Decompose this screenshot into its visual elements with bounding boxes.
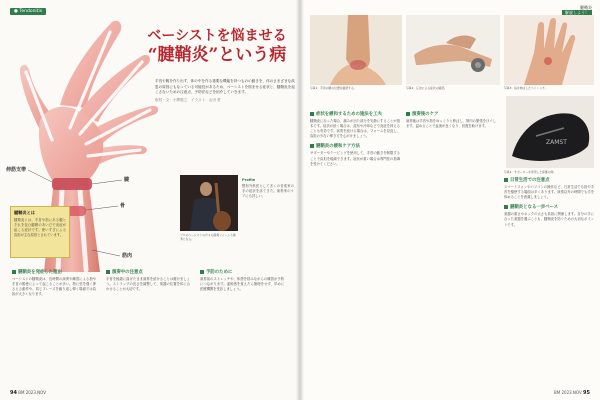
section-heading: 演奏中の注意点	[106, 269, 190, 275]
section-text: 楽器の重さやネックの太さも負担に関係します。自分の手に合った楽器を選ぶことも、腱鞘炎を防ぐための大切なポイントです。	[504, 212, 594, 227]
photo-1-wrist	[310, 15, 402, 85]
figure-caption-2: 写真2：圧迫による症状の確認。	[406, 86, 447, 90]
section-text: 演奏前のストレッチや、休憩を挟みながらの練習が予防につながります。違和感を覚えたら無理をせず、早めに医療機関を受診しましょう。	[200, 277, 284, 292]
profile-heading: Profile	[242, 178, 256, 182]
section-text: スマートフォンやパソコンの操作など、日常生活でも指や手首を酷使する場面は多くあります。演奏以外の時間でも手を休めることを意識しましょう。	[504, 185, 594, 200]
heading-marker-icon	[504, 205, 508, 209]
heading-marker-icon	[12, 270, 16, 274]
left-column-2	[106, 268, 190, 292]
section-heading: 症状を緩和するための施法を工夫	[310, 111, 400, 117]
lead-paragraph	[155, 79, 295, 103]
section-heading: 腱鞘炎を発症した理由	[12, 269, 96, 275]
section-heading: 予防のために	[200, 269, 284, 275]
label-extensor-retinaculum: 伸筋支帯	[6, 167, 27, 173]
section-heading: 演奏後のケア	[406, 111, 496, 117]
right-column-1	[310, 110, 400, 167]
section-heading: 腱鞘炎の緩和ケア方法	[310, 143, 400, 149]
lead-text: 手首や腕を作り出す、体の中を作る重要な機能を持つものの動きを、体のさまざまな疾患の原因にもなっている可能性があるため、ベーシストを悩ませる症状と、腱鞘炎を起こさないための注意点、予防法などを紹介していきます。	[155, 79, 295, 95]
bassist-photo	[180, 175, 238, 231]
lead-credit: 取材・文：小関敬之 イラスト：山田 哲	[155, 97, 221, 102]
title-line-2: “腱鞘炎”という病	[147, 44, 287, 65]
label-bone: 骨	[120, 203, 126, 209]
heading-marker-icon	[406, 112, 410, 116]
page-number: 94	[10, 390, 17, 396]
heading-marker-icon	[310, 112, 314, 116]
figure-caption-3: 写真3：指を伸ばしたストレッチ。	[504, 86, 548, 90]
section-tag: ● Tendonitis	[10, 8, 46, 15]
photo-3-stretch	[504, 15, 594, 85]
title-line-1: ベーシストを悩ませる	[147, 28, 287, 44]
svg-text:ZAMST: ZAMST	[546, 139, 567, 146]
corner-tag	[562, 5, 592, 15]
profile-box	[242, 178, 294, 199]
right-page	[300, 0, 600, 400]
section-heading: 日常生活での注意点	[504, 177, 594, 183]
issue-label: BM 2023.NOV	[554, 390, 582, 395]
heading-marker-icon	[106, 270, 110, 274]
page-folio-left	[10, 390, 46, 396]
section-text: 腱鞘炎になった場合、痛みが出た部分を安静にすることが基本です。症状が続く場合は、湿布や冷却などで炎症を抑えることも有効です。演奏を続ける場合は、フォームを見直し、負担の少ない弾き方を心がけましょう。	[310, 119, 400, 139]
figure-caption-1: 写真1：手首の腱の位置を確認する。	[310, 86, 357, 90]
photo-4-support	[506, 96, 594, 168]
right-column-3	[504, 170, 594, 228]
heading-marker-icon	[504, 178, 508, 182]
section-heading: 腱鞘炎となる一歩ベース	[504, 204, 594, 210]
heading-marker-icon	[310, 144, 314, 148]
heading-marker-icon	[200, 270, 204, 274]
section-text: 演奏後は手首や指をゆっくりと伸ばし、筋肉の緊張をほぐします。温めることで血流が良くなり、回復を助けます。	[406, 119, 496, 129]
photo-2-pressing	[406, 15, 500, 85]
issue-label: BM 2023.NOV	[18, 390, 46, 395]
spine-shadow	[296, 0, 304, 400]
definition-callout	[10, 206, 70, 258]
section-text: 手首を極端に曲げたまま演奏を続けることは避けましょう。ストラップの長さを調整して、楽器の位置を体に合わせることが大切です。	[106, 277, 190, 292]
callout-title: 腱鞘炎とは	[14, 210, 35, 215]
callout-text: 腱鞘炎とは、手首や指にある腱とそれを包む腱鞘のあいだで炎症が起こる症状です。使いすぎによる負担が主な原因とされています。	[14, 218, 66, 238]
page-folio-right	[554, 390, 590, 396]
profile-text: 整形外科医として多くの音楽家の手の症状を診てきた。演奏家のケアにも詳しい。	[242, 184, 294, 199]
left-column-1	[12, 268, 96, 297]
section-text: サポーターやテーピングを使用して、手首の動きを制限することで負担を軽減できます。症状が重い場合は専門医の指導を受けてください。	[310, 151, 400, 166]
photo-caption: プロのベーシストの方々の演奏フォームも参考になる。	[180, 233, 236, 242]
section-text: ベーシストの腱鞘炎は、長時間の演奏や練習による指や手首の酷使によって起こることが多い。特に弦を強く押さえる動作や、同じフレーズを繰り返し弾く場面では負担が大きくなります。	[12, 277, 96, 297]
page-number: 95	[583, 390, 590, 396]
corner-subtitle: 解説しよう！	[562, 10, 592, 15]
label-muscle: 筋肉	[122, 253, 133, 259]
figure-caption-4: 写真4：サポーターを使用した保護の例。	[504, 170, 557, 174]
corner-title: 腱鞘炎	[580, 5, 592, 10]
right-column-2	[406, 110, 496, 129]
article-title	[142, 28, 292, 65]
left-column-3	[200, 268, 284, 292]
label-tendon: 腱	[124, 177, 130, 183]
